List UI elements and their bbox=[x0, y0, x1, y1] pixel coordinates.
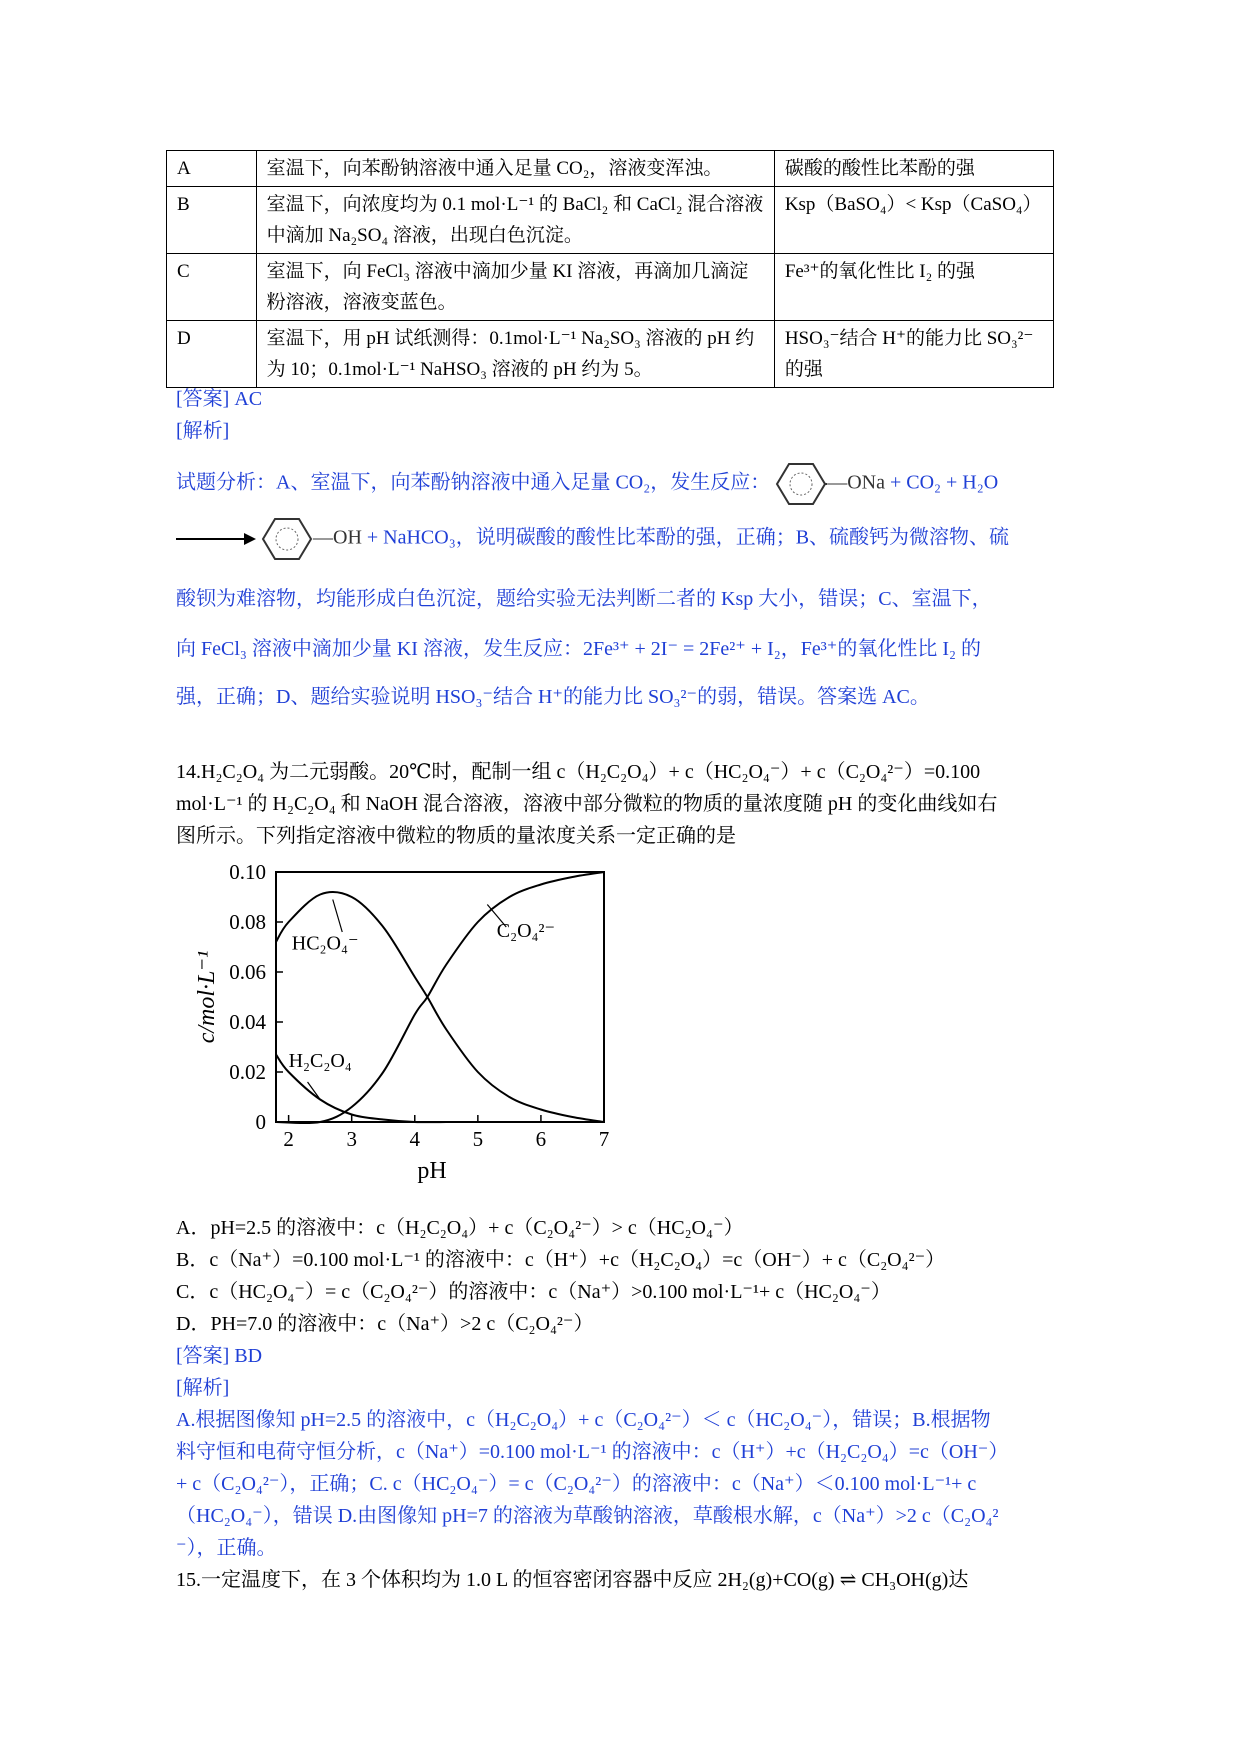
q14-stem-line3: 图所示。下列指定溶液中微粒的物质的量浓度关系一定正确的是 bbox=[176, 825, 736, 847]
hc2o4-leader bbox=[333, 900, 342, 933]
q14-stem-line1: 14.H₂C₂O₄ 为二元弱酸。20℃时，配制一组 c（H₂C₂O₄）+ c（HC₂O₄⁻）+ c（C₂O₄²⁻）=0.100 bbox=[176, 761, 981, 783]
benzene-ring-icon bbox=[261, 517, 313, 561]
table-row bbox=[167, 321, 1054, 388]
x-axis-label: pH bbox=[417, 1158, 447, 1184]
x-tick-label: 7 bbox=[598, 1127, 610, 1151]
row-label: A bbox=[167, 151, 257, 187]
q15-stem: 15.一定温度下，在 3 个体积均为 1.0 L 的恒容密闭容器中反应 2H₂(g)+CO(g) ⇌ CH₃OH(g)达 bbox=[176, 1569, 969, 1591]
table-row bbox=[167, 151, 1054, 187]
table-row bbox=[167, 254, 1054, 321]
q13-analysis-label: [解析] bbox=[176, 420, 230, 442]
q14-option-d: D．PH=7.0 的溶液中：c（Na⁺）>2 c（C₂O₄²⁻） bbox=[176, 1313, 594, 1335]
analysis-text: 试题分析：A、室温下，向苯酚钠溶液中通入足量 CO₂，发生反应： bbox=[176, 471, 771, 494]
experiment-table bbox=[166, 150, 1054, 388]
q14-analysis-label: [解析] bbox=[176, 1377, 230, 1399]
product-rest: + NaHCO₃，说明碳酸的酸性比苯酚的强，正确；B、硫酸钙为微溶物、硫 bbox=[366, 526, 1010, 549]
x-tick-label: 2 bbox=[283, 1127, 294, 1151]
q13-analysis-line2: —OH + NaHCO₃，说明碳酸的酸性比苯酚的强，正确；B、硫酸钙为微溶物、硫 bbox=[176, 517, 1009, 561]
h2c2o4-label: H₂C₂O₄ bbox=[288, 1050, 352, 1072]
q13-analysis-line5: 强，正确；D、题给实验说明 HSO₃⁻结合 H⁺的能力比 SO₃²⁻的弱，错误。答案选 AC。 bbox=[176, 686, 930, 708]
row-conclusion: 碳酸的酸性比苯酚的强 bbox=[774, 151, 1053, 187]
q13-analysis-line4: 向 FeCl₃ 溶液中滴加少量 KI 溶液，发生反应：2Fe³⁺ + 2I⁻ = 2Fe²⁺ + I₂，Fe³⁺的氧化性比 I₂ 的 bbox=[176, 638, 981, 660]
benzene-ring-icon bbox=[775, 462, 827, 506]
row-label: B bbox=[167, 187, 257, 254]
row-experiment: 室温下，向 FeCl₃ 溶液中滴加少量 KI 溶液，再滴加几滴淀粉溶液，溶液变蓝色。 bbox=[256, 254, 774, 321]
q14-analysis-line: + c（C₂O₄²⁻），正确；C. c（HC₂O₄⁻）= c（C₂O₄²⁻）的溶液中：c（Na⁺）＜0.100 mol·L⁻¹+ c bbox=[176, 1473, 977, 1495]
q13-analysis-line1: 试题分析：A、室温下，向苯酚钠溶液中通入足量 CO₂，发生反应： —ONa + CO₂ + H₂O bbox=[176, 462, 998, 506]
q14-option-c: C．c（HC₂O₄⁻）= c（C₂O₄²⁻）的溶液中：c（Na⁺）>0.100 mol·L⁻¹+ c（HC₂O₄⁻） bbox=[176, 1281, 891, 1303]
y-axis-label: c/mol·L⁻¹ bbox=[194, 950, 220, 1044]
c2o4-label: C₂O₄²⁻ bbox=[496, 920, 556, 942]
x-tick-label: 6 bbox=[535, 1127, 547, 1151]
y-tick-label: 0 bbox=[255, 1110, 266, 1134]
row-conclusion: HSO₃⁻结合 H⁺的能力比 SO₃²⁻的强 bbox=[774, 321, 1053, 388]
q14-analysis-line: ⁻），正确。 bbox=[176, 1537, 277, 1559]
q14-stem-line2: mol·L⁻¹ 的 H₂C₂O₄ 和 NaOH 混合溶液，溶液中部分微粒的物质的量浓度随 pH 的变化曲线如右 bbox=[176, 793, 998, 815]
row-conclusion: Ksp（BaSO₄）< Ksp（CaSO₄） bbox=[774, 187, 1053, 254]
y-tick-label: 0.02 bbox=[229, 1060, 266, 1084]
row-experiment: 室温下，向浓度均为 0.1 mol·L⁻¹ 的 BaCl₂ 和 CaCl₂ 混合溶液中滴加 Na₂SO₄ 溶液，出现白色沉淀。 bbox=[256, 187, 774, 254]
product-group: OH bbox=[333, 526, 362, 549]
y-tick-label: 0.08 bbox=[229, 910, 266, 934]
c2o4-curve bbox=[276, 872, 604, 1123]
row-experiment: 室温下，向苯酚钠溶液中通入足量 CO₂，溶液变浑浊。 bbox=[256, 151, 774, 187]
reaction-arrow-icon bbox=[176, 531, 256, 547]
y-tick-label: 0.06 bbox=[229, 960, 266, 984]
x-tick-label: 5 bbox=[472, 1127, 484, 1151]
row-conclusion: Fe³⁺的氧化性比 I₂ 的强 bbox=[774, 254, 1053, 321]
reactant-group: ONa bbox=[847, 471, 885, 494]
q14-answer: [答案] BD bbox=[176, 1345, 263, 1367]
q14-option-b: B．c（Na⁺）=0.100 mol·L⁻¹ 的溶液中：c（H⁺）+c（H₂C₂O₄）=c（OH⁻）+ c（C₂O₄²⁻） bbox=[176, 1249, 946, 1271]
hc2o4-label: HC₂O₄⁻ bbox=[291, 932, 359, 955]
concentration-ph-chart bbox=[180, 860, 620, 1200]
row-label: C bbox=[167, 254, 257, 321]
q14-option-a: A．pH=2.5 的溶液中：c（H₂C₂O₄）+ c（C₂O₄²⁻）> c（HC₂O₄⁻） bbox=[176, 1217, 744, 1239]
q14-analysis-line: （HC₂O₄⁻），错误 D.由图像知 pH=7 的溶液为草酸钠溶液，草酸根水解，c（Na⁺）>2 c（C₂O₄² bbox=[176, 1505, 999, 1527]
x-tick-label: 4 bbox=[409, 1127, 421, 1151]
table-row bbox=[167, 187, 1054, 254]
plot-frame bbox=[276, 872, 604, 1122]
x-tick-label: 3 bbox=[346, 1127, 357, 1151]
q14-analysis-line: 料守恒和电荷守恒分析，c（Na⁺）=0.100 mol·L⁻¹ 的溶液中：c（H⁺）+c（H₂C₂O₄）=c（OH⁻） bbox=[176, 1441, 1009, 1463]
q13-answer: [答案] AC bbox=[176, 388, 263, 410]
q14-analysis-line: A.根据图像知 pH=2.5 的溶液中，c（H₂C₂O₄）+ c（C₂O₄²⁻）＜ c（HC₂O₄⁻），错误；B.根据物 bbox=[176, 1409, 991, 1431]
reactant-rest: + CO₂ + H₂O bbox=[889, 471, 999, 494]
q13-analysis-line3: 酸钡为难溶物，均能形成白色沉淀，题给实验无法判断二者的 Ksp 大小，错误；C、室温下， bbox=[176, 588, 992, 610]
y-tick-label: 0.10 bbox=[229, 860, 266, 884]
row-label: D bbox=[167, 321, 257, 388]
row-experiment: 室温下，用 pH 试纸测得：0.1mol·L⁻¹ Na₂SO₃ 溶液的 pH 约为 10；0.1mol·L⁻¹ NaHSO₃ 溶液的 pH 约为 5。 bbox=[256, 321, 774, 388]
y-tick-label: 0.04 bbox=[229, 1010, 266, 1034]
